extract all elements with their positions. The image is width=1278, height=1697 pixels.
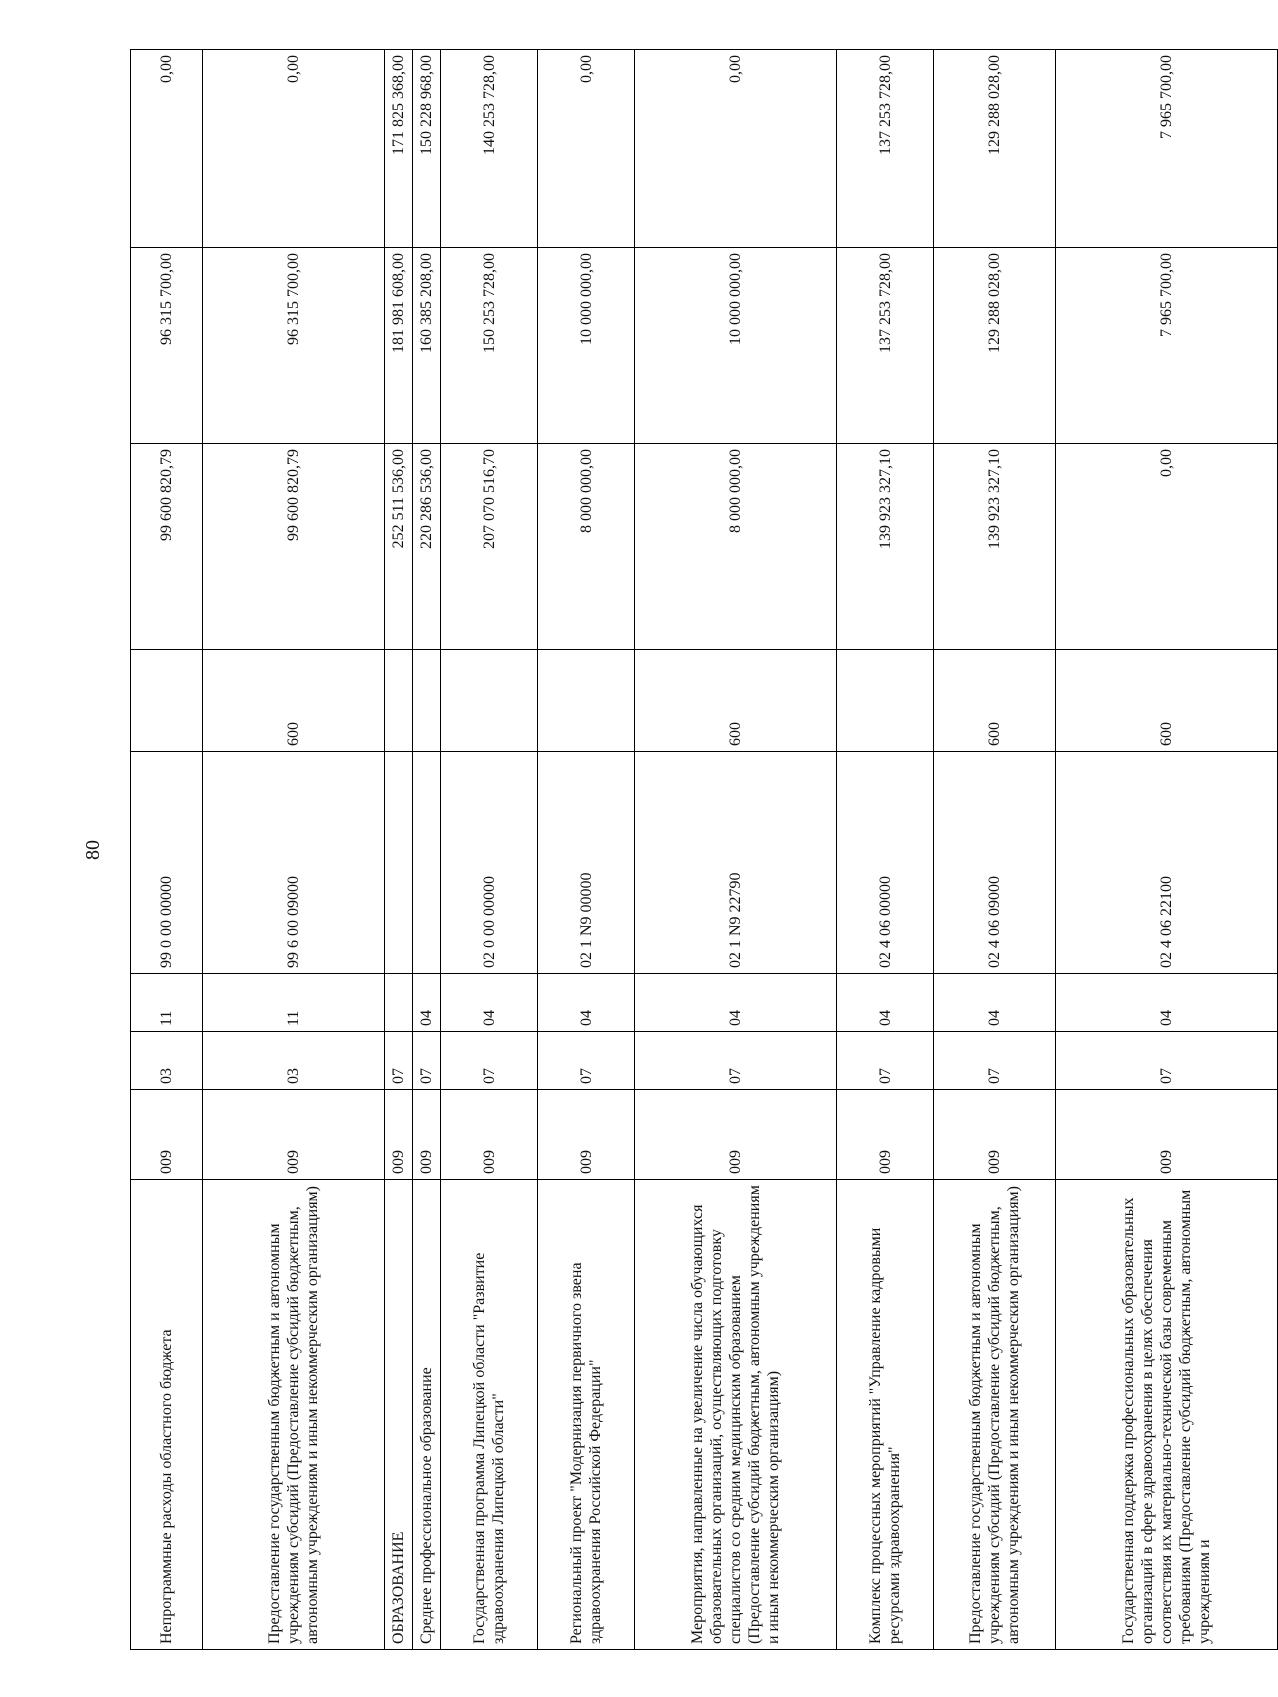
row-name: Региональный проект "Модернизация первичного звена здравоохранения Российской Федерации" [538, 1180, 635, 1650]
subsection-code: 11 [203, 974, 385, 1032]
amount-year-2: 181 981 608,00 [385, 248, 413, 444]
amount-year-1: 8 000 000,00 [635, 444, 837, 650]
section-code: 07 [413, 1032, 441, 1090]
expense-type-code [385, 650, 413, 752]
subsection-code: 11 [131, 974, 203, 1032]
target-article-code: 02 4 06 22100 [1056, 752, 1278, 974]
amount-year-1: 252 511 536,00 [385, 444, 413, 650]
ministry-code: 009 [131, 1090, 203, 1180]
page-number: 80 [82, 840, 104, 860]
table-row [413, 50, 441, 1650]
amount-year-2: 150 253 728,00 [441, 248, 538, 444]
amount-year-2: 137 253 728,00 [837, 248, 934, 444]
amount-year-2: 96 315 700,00 [131, 248, 203, 444]
ministry-code: 009 [385, 1090, 413, 1180]
amount-year-3: 0,00 [538, 50, 635, 248]
amount-year-1: 220 286 536,00 [413, 444, 441, 650]
amount-year-3: 129 288 028,00 [934, 50, 1056, 248]
ministry-code: 009 [441, 1090, 538, 1180]
section-code: 07 [837, 1032, 934, 1090]
expense-type-code [538, 650, 635, 752]
subsection-code: 04 [934, 974, 1056, 1032]
table-row [934, 50, 1056, 1650]
budget-table-body [131, 50, 1278, 1650]
amount-year-1: 207 070 516,70 [441, 444, 538, 650]
rotated-table-container [130, 50, 1213, 1650]
row-name: Государственная программа Липецкой области "Развитие здравоохранения Липецкой области" [441, 1180, 538, 1650]
row-name: Комплекс процессных мероприятий "Управление кадровыми ресурсами здравоохранения" [837, 1180, 934, 1650]
row-name: Государственная поддержка профессиональных образовательных организаций в сфере здравоохранения в целях обеспечения соответствия их материально-технической базы современным требованиям (Предоставление субсидий бюджетным, автономным учреждениям и [1056, 1180, 1278, 1650]
expense-type-code: 600 [635, 650, 837, 752]
expense-type-code: 600 [203, 650, 385, 752]
subsection-code: 04 [413, 974, 441, 1032]
amount-year-3: 0,00 [131, 50, 203, 248]
table-row [837, 50, 934, 1650]
table-row [1056, 50, 1278, 1650]
amount-year-3: 7 965 700,00 [1056, 50, 1278, 248]
row-name: Предоставление государственным бюджетным и автономным учреждениям субсидий (Предоставление субсидий бюджетным, автономным учреждениям и иным некоммерческим организациям) [203, 1180, 385, 1650]
table-row [441, 50, 538, 1650]
amount-year-3: 171 825 368,00 [385, 50, 413, 248]
section-code: 07 [934, 1032, 1056, 1090]
target-article-code: 02 1 N9 22790 [635, 752, 837, 974]
subsection-code: 04 [837, 974, 934, 1032]
amount-year-3: 0,00 [203, 50, 385, 248]
section-code: 07 [1056, 1032, 1278, 1090]
row-name: Мероприятия, направленные на увеличение числа обучающихся образовательных организаций, осуществляющих подготовку специалистов со средним медицинским образованием (Предоставление субсидий бюджетным, автономным учреждениям и иным некоммерческим организациям) [635, 1180, 837, 1650]
amount-year-2: 160 385 208,00 [413, 248, 441, 444]
expense-type-code: 600 [1056, 650, 1278, 752]
amount-year-2: 10 000 000,00 [538, 248, 635, 444]
budget-table [130, 49, 1278, 1650]
amount-year-1: 139 923 327,10 [837, 444, 934, 650]
target-article-code: 02 1 N9 00000 [538, 752, 635, 974]
table-row [635, 50, 837, 1650]
amount-year-1: 139 923 327,10 [934, 444, 1056, 650]
amount-year-2: 129 288 028,00 [934, 248, 1056, 444]
subsection-code: 04 [441, 974, 538, 1032]
section-code: 03 [131, 1032, 203, 1090]
target-article-code [413, 752, 441, 974]
target-article-code: 02 4 06 09000 [934, 752, 1056, 974]
amount-year-1: 99 600 820,79 [131, 444, 203, 650]
amount-year-1: 8 000 000,00 [538, 444, 635, 650]
target-article-code: 99 0 00 00000 [131, 752, 203, 974]
amount-year-2: 96 315 700,00 [203, 248, 385, 444]
table-row [131, 50, 203, 1650]
row-name: Непрограммные расходы областного бюджета [131, 1180, 203, 1650]
amount-year-1: 0,00 [1056, 444, 1278, 650]
subsection-code: 04 [538, 974, 635, 1032]
section-code: 07 [635, 1032, 837, 1090]
row-name: ОБРАЗОВАНИЕ [385, 1180, 413, 1650]
ministry-code: 009 [538, 1090, 635, 1180]
subsection-code [385, 974, 413, 1032]
expense-type-code [837, 650, 934, 752]
ministry-code: 009 [934, 1090, 1056, 1180]
section-code: 07 [385, 1032, 413, 1090]
amount-year-1: 99 600 820,79 [203, 444, 385, 650]
expense-type-code [441, 650, 538, 752]
ministry-code: 009 [413, 1090, 441, 1180]
row-name: Среднее профессиональное образование [413, 1180, 441, 1650]
ministry-code: 009 [1056, 1090, 1278, 1180]
target-article-code: 02 4 06 00000 [837, 752, 934, 974]
expense-type-code [413, 650, 441, 752]
table-row [203, 50, 385, 1650]
amount-year-2: 10 000 000,00 [635, 248, 837, 444]
amount-year-3: 150 228 968,00 [413, 50, 441, 248]
target-article-code: 99 6 00 09000 [203, 752, 385, 974]
amount-year-3: 0,00 [635, 50, 837, 248]
subsection-code: 04 [1056, 974, 1278, 1032]
subsection-code: 04 [635, 974, 837, 1032]
expense-type-code: 600 [934, 650, 1056, 752]
ministry-code: 009 [635, 1090, 837, 1180]
row-name: Предоставление государственным бюджетным и автономным учреждениям субсидий (Предоставление субсидий бюджетным, автономным учреждениям и иным некоммерческим организациям) [934, 1180, 1056, 1650]
table-row [538, 50, 635, 1650]
section-code: 07 [441, 1032, 538, 1090]
amount-year-3: 140 253 728,00 [441, 50, 538, 248]
amount-year-3: 137 253 728,00 [837, 50, 934, 248]
section-code: 03 [203, 1032, 385, 1090]
target-article-code: 02 0 00 00000 [441, 752, 538, 974]
ministry-code: 009 [203, 1090, 385, 1180]
ministry-code: 009 [837, 1090, 934, 1180]
target-article-code [385, 752, 413, 974]
expense-type-code [131, 650, 203, 752]
amount-year-2: 7 965 700,00 [1056, 248, 1278, 444]
table-row [385, 50, 413, 1650]
section-code: 07 [538, 1032, 635, 1090]
